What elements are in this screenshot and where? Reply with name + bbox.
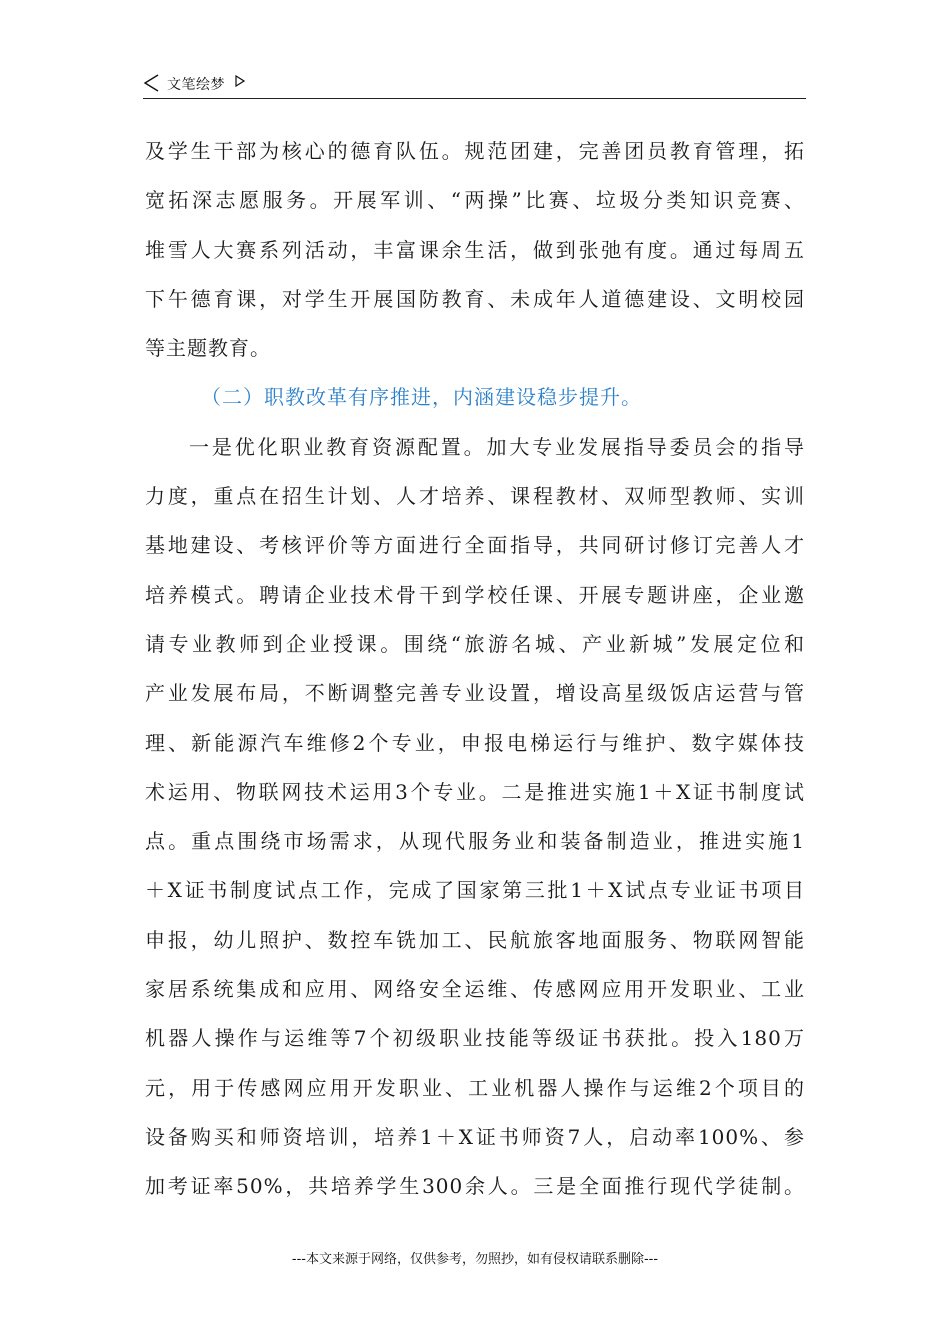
text-line: 家居系统集成和应用、网络安全运维、传感网应用开发职业、工业 xyxy=(145,977,805,1002)
text-line: 下午德育课，对学生开展国防教育、未成年人道德建设、文明校园 xyxy=(145,286,805,311)
text-line: ＋X证书制度试点工作，完成了国家第三批1＋X试点专业证书项目 xyxy=(145,878,805,903)
text-line: 宽拓深志愿服务。开展军训、“两操”比赛、垃圾分类知识竞赛、 xyxy=(145,188,805,213)
text-line: 设备购买和师资培训，培养1＋X证书师资7人，启动率100%、参 xyxy=(145,1124,805,1149)
page-header xyxy=(143,72,806,99)
text-line: 培养模式。聘请企业技术骨干到学校任课、开展专题讲座，企业邀 xyxy=(145,582,805,607)
text-line: 理、新能源汽车维修2个专业，申报电梯运行与维护、数字媒体技 xyxy=(145,730,805,755)
triangle-right-icon xyxy=(235,75,245,87)
text-line: 术运用、物联网技术运用3个专业。二是推进实施1＋X证书制度试 xyxy=(145,779,805,804)
text-line: 堆雪人大赛系列活动，丰富课余生活，做到张弛有度。通过每周五 xyxy=(145,237,805,262)
text-line: 一是优化职业教育资源配置。加大专业发展指导委员会的指导 xyxy=(189,434,805,459)
text-line: 请专业教师到企业授课。围绕“旅游名城、产业新城”发展定位和 xyxy=(145,631,805,656)
text-line: 基地建设、考核评价等方面进行全面指导，共同研讨修订完善人才 xyxy=(145,533,805,558)
triangle-left-icon xyxy=(143,73,159,93)
text-line: 力度，重点在招生计划、人才培养、课程教材、双师型教师、实训 xyxy=(145,484,805,509)
text-line: 元，用于传感网应用开发职业、工业机器人操作与运维2个项目的 xyxy=(145,1075,805,1100)
header-title: 文笔绘梦 xyxy=(167,77,225,93)
document-body xyxy=(145,127,805,1212)
text-line: 申报，幼儿照护、数控车铣加工、民航旅客地面服务、物联网智能 xyxy=(145,927,805,952)
text-line: 及学生干部为核心的德育队伍。规范团建，完善团员教育管理，拓 xyxy=(145,139,805,163)
text-line: 机器人操作与运维等7个初级职业技能等级证书获批。投入180万 xyxy=(145,1026,805,1051)
text-line: 产业发展布局，不断调整完善专业设置，增设高星级饭店运营与管 xyxy=(145,681,805,706)
text-line: 等主题教育。 xyxy=(145,336,271,361)
text-line: 点。重点围绕市场需求，从现代服务业和装备制造业，推进实施1 xyxy=(145,829,805,854)
text-line: 加考证率50%，共培养学生300余人。三是全面推行现代学徒制。 xyxy=(145,1174,805,1199)
section-heading: （二）职教改革有序推进，内涵建设稳步提升。 xyxy=(201,385,642,410)
footer-notice: ---本文来源于网络，仅供参考，勿照抄，如有侵权请联系删除--- xyxy=(291,1252,659,1267)
